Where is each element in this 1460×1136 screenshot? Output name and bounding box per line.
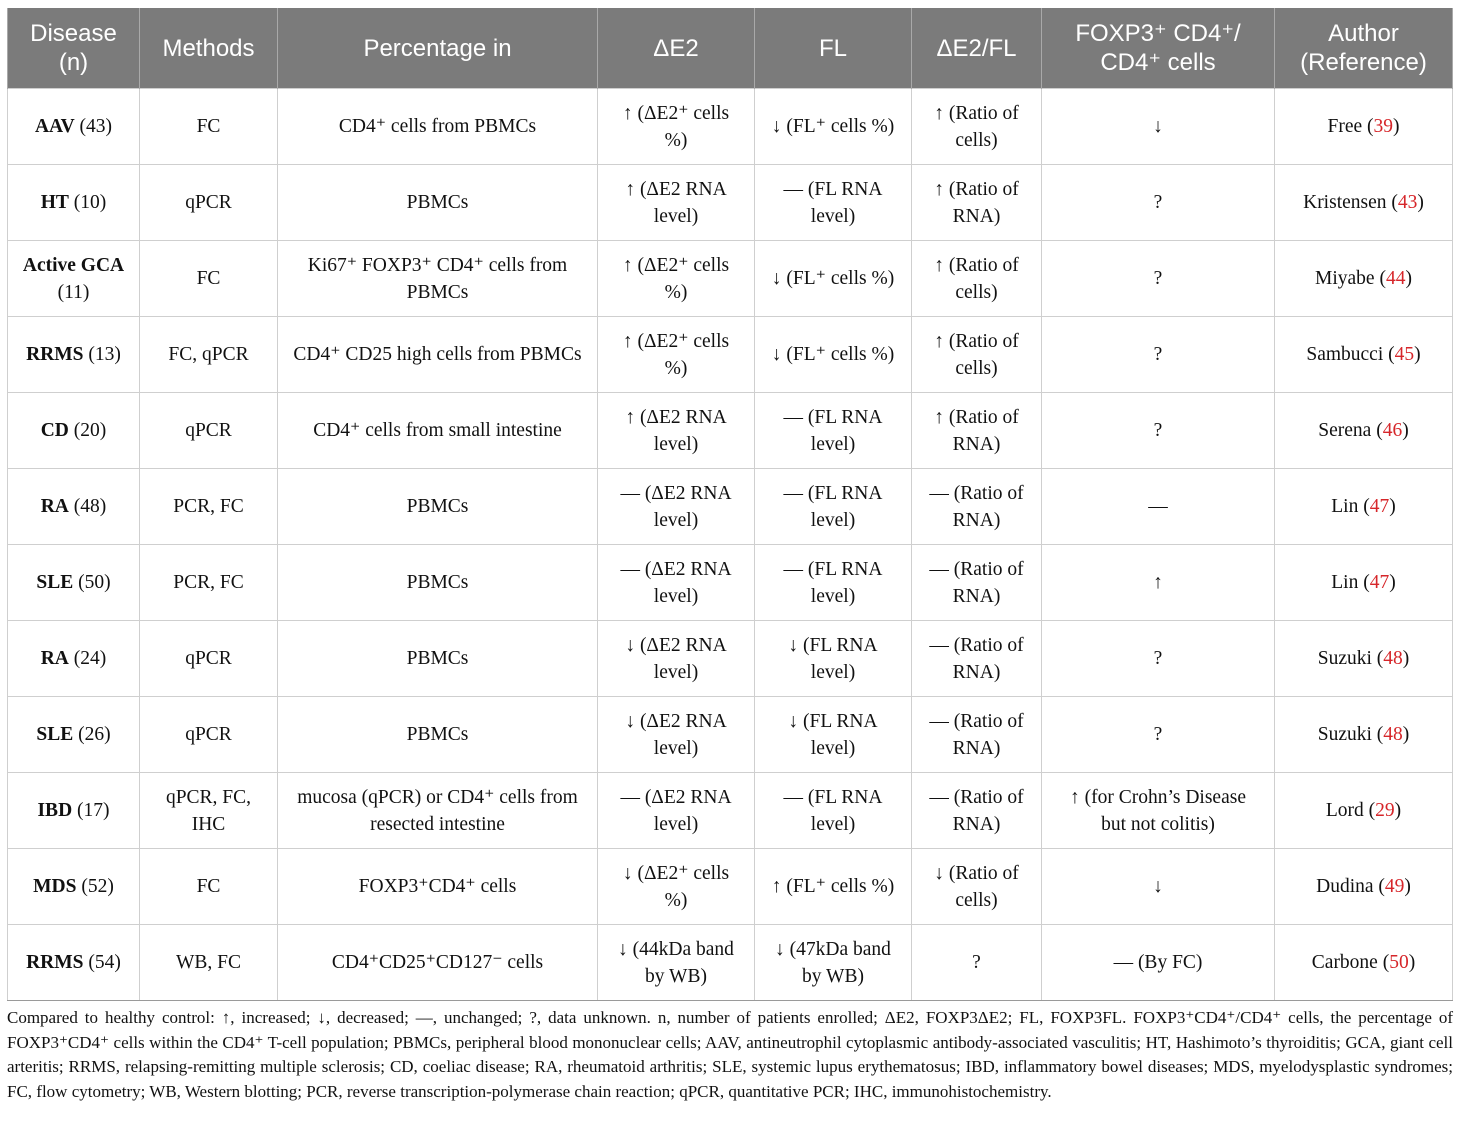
disease-name: Active GCA	[22, 254, 125, 276]
cell-de2: ↑ (ΔE2⁺ cells %)	[598, 89, 755, 165]
header-row	[8, 8, 1453, 89]
cell-foxp3: —	[1042, 469, 1275, 545]
patient-count: (20)	[73, 420, 107, 441]
cell-disease	[8, 849, 140, 925]
cell-disease	[8, 773, 140, 849]
cell-de2: ↓ (ΔE2 RNA level)	[598, 621, 755, 697]
cell-percentage: PBMCs	[278, 165, 598, 241]
cell-ratio: ↑ (Ratio of cells)	[912, 89, 1042, 165]
table-row	[8, 545, 1453, 621]
cell-ratio: — (Ratio of RNA)	[912, 697, 1042, 773]
cell-de2: ↑ (ΔE2⁺ cells %)	[598, 241, 755, 317]
cell-fl: ↓ (FL RNA level)	[755, 697, 912, 773]
cell-de2: — (ΔE2 RNA level)	[598, 469, 755, 545]
cell-de2: ↑ (ΔE2 RNA level)	[598, 165, 755, 241]
table-footnote: Compared to healthy control: ↑, increased; ↓, decreased; —, unchanged; ?, data unknown. n, number of patients enrolled; ΔE2, FOXP3ΔE2; FL, FOXP3FL. FOXP3⁺CD4⁺/CD4⁺ cells, the percentage of FOXP3⁺CD4⁺ cells within the CD4⁺ T-cell population; PBMCs, peripheral blood mononuclear cells; AAV, antineutrophil cytoplasmic antibody-associated vasculitis; HT, Hashimoto’s thyroiditis; GCA, giant cell arteritis; RRMS, relapsing-remitting multiple sclerosis; CD, coeliac disease; RA, rheumatoid arthritis; SLE, systemic lupus erythematosus; IBD, inflammatory bowel diseases; MDS, myelodysplastic syndromes; FC, flow cytometry; WB, Western blotting; PCR, reverse transcription-polymerase chain reaction; qPCR, quantitative PCR; IHC, immunohistochemistry.	[7, 1008, 1453, 1101]
reference-link[interactable]: 48	[1383, 648, 1403, 669]
cell-ratio: — (Ratio of RNA)	[912, 621, 1042, 697]
cell-ratio: ↓ (Ratio of cells)	[912, 849, 1042, 925]
header-percentage: Percentage in	[278, 8, 598, 89]
results-table	[7, 8, 1453, 1001]
reference-link[interactable]: 50	[1389, 952, 1409, 973]
cell-methods: PCR, FC	[140, 545, 278, 621]
cell-disease	[8, 317, 140, 393]
table-row	[8, 89, 1453, 165]
cell-fl: ↓ (FL⁺ cells %)	[755, 89, 912, 165]
cell-fl: ↓ (FL⁺ cells %)	[755, 317, 912, 393]
cell-foxp3: ↑	[1042, 545, 1275, 621]
cell-percentage: PBMCs	[278, 697, 598, 773]
cell-methods: qPCR	[140, 697, 278, 773]
cell-percentage: mucosa (qPCR) or CD4⁺ cells from resected intestine	[278, 773, 598, 849]
cell-fl: — (FL RNA level)	[755, 165, 912, 241]
cell-author: Carbone (50)	[1275, 925, 1453, 1001]
cell-methods: PCR, FC	[140, 469, 278, 545]
patient-count: (10)	[73, 192, 107, 213]
table-container	[7, 8, 1452, 1001]
cell-fl: ↓ (FL RNA level)	[755, 621, 912, 697]
cell-percentage: PBMCs	[278, 469, 598, 545]
patient-count: (48)	[73, 496, 107, 517]
cell-de2: ↓ (ΔE2⁺ cells %)	[598, 849, 755, 925]
cell-ratio: — (Ratio of RNA)	[912, 545, 1042, 621]
header-de2: ΔE2	[598, 8, 755, 89]
patient-count: (54)	[88, 952, 121, 973]
cell-ratio: ↑ (Ratio of RNA)	[912, 393, 1042, 469]
author-name: Dudina	[1316, 876, 1374, 897]
cell-disease	[8, 469, 140, 545]
disease-name: MDS	[33, 876, 77, 897]
cell-foxp3: ?	[1042, 165, 1275, 241]
cell-percentage: FOXP3⁺CD4⁺ cells	[278, 849, 598, 925]
cell-methods: FC, qPCR	[140, 317, 278, 393]
header-fl: FL	[755, 8, 912, 89]
patient-count: (50)	[78, 572, 111, 593]
reference-link[interactable]: 49	[1384, 876, 1405, 897]
cell-ratio: ↑ (Ratio of cells)	[912, 241, 1042, 317]
table-row	[8, 165, 1453, 241]
cell-ratio: ↑ (Ratio of RNA)	[912, 165, 1042, 241]
cell-de2: ↑ (ΔE2 RNA level)	[598, 393, 755, 469]
cell-author: Suzuki (48)	[1275, 697, 1453, 773]
disease-name: RA	[40, 496, 69, 517]
disease-name: IBD	[37, 800, 73, 821]
cell-methods: qPCR	[140, 621, 278, 697]
cell-author: Lin (47)	[1275, 469, 1453, 545]
cell-foxp3: ?	[1042, 621, 1275, 697]
cell-disease	[8, 241, 140, 317]
cell-percentage: PBMCs	[278, 545, 598, 621]
disease-name: RA	[40, 648, 69, 669]
author-name: Free	[1327, 116, 1363, 137]
reference-link[interactable]: 48	[1383, 724, 1403, 745]
author-name: Kristensen	[1303, 192, 1387, 213]
cell-author: Lord (29)	[1275, 773, 1453, 849]
disease-name: RRMS	[26, 344, 84, 365]
table-row	[8, 925, 1453, 1001]
patient-count: (26)	[78, 724, 111, 745]
cell-ratio: ↑ (Ratio of cells)	[912, 317, 1042, 393]
cell-percentage: Ki67⁺ FOXP3⁺ CD4⁺ cells from PBMCs	[278, 241, 598, 317]
patient-count: (13)	[88, 344, 121, 365]
table-row	[8, 697, 1453, 773]
patient-count: (24)	[73, 648, 107, 669]
disease-name: RRMS	[26, 952, 84, 973]
disease-name: AAV	[34, 116, 75, 137]
header-author: Author (Reference)	[1275, 8, 1453, 89]
cell-fl: — (FL RNA level)	[755, 545, 912, 621]
cell-percentage: PBMCs	[278, 621, 598, 697]
author-name: Lin	[1331, 572, 1359, 593]
cell-disease	[8, 165, 140, 241]
cell-percentage: CD4⁺ cells from small intestine	[278, 393, 598, 469]
table-row	[8, 773, 1453, 849]
table-row	[8, 241, 1453, 317]
table-body	[8, 89, 1453, 1001]
reference-link[interactable]: 47	[1369, 496, 1390, 517]
cell-disease	[8, 925, 140, 1001]
cell-de2: ↓ (44kDa band by WB)	[598, 925, 755, 1001]
cell-methods: WB, FC	[140, 925, 278, 1001]
cell-fl: ↓ (47kDa band by WB)	[755, 925, 912, 1001]
cell-author: Serena (46)	[1275, 393, 1453, 469]
author-name: Suzuki	[1317, 648, 1372, 669]
cell-foxp3: ?	[1042, 697, 1275, 773]
cell-author: Sambucci (45)	[1275, 317, 1453, 393]
table-row	[8, 393, 1453, 469]
cell-percentage: CD4⁺ CD25 high cells from PBMCs	[278, 317, 598, 393]
cell-methods: qPCR	[140, 165, 278, 241]
cell-disease	[8, 89, 140, 165]
cell-foxp3: ?	[1042, 241, 1275, 317]
cell-ratio: ?	[912, 925, 1042, 1001]
cell-ratio: — (Ratio of RNA)	[912, 773, 1042, 849]
disease-name: SLE	[36, 572, 74, 593]
reference-link[interactable]: 47	[1369, 572, 1390, 593]
reference-link[interactable]: 44	[1385, 268, 1406, 289]
disease-name: SLE	[36, 724, 74, 745]
cell-author: Kristensen (43)	[1275, 165, 1453, 241]
header-foxp3: FOXP3⁺ CD4⁺/ CD4⁺ cells	[1042, 8, 1275, 89]
author-name: Serena	[1318, 420, 1372, 441]
cell-methods: FC	[140, 89, 278, 165]
cell-fl: — (FL RNA level)	[755, 393, 912, 469]
header-disease: Disease (n)	[8, 8, 140, 89]
cell-fl: — (FL RNA level)	[755, 469, 912, 545]
patient-count: (43)	[79, 116, 113, 137]
table-row	[8, 317, 1453, 393]
reference-link[interactable]: 43	[1397, 192, 1418, 213]
cell-methods: FC	[140, 241, 278, 317]
cell-author: Suzuki (48)	[1275, 621, 1453, 697]
cell-foxp3: ?	[1042, 317, 1275, 393]
reference-link[interactable]: 29	[1375, 800, 1395, 821]
cell-disease	[8, 621, 140, 697]
author-name: Miyabe	[1315, 268, 1375, 289]
reference-link[interactable]: 46	[1382, 420, 1403, 441]
cell-disease	[8, 393, 140, 469]
header-ratio: ΔE2/FL	[912, 8, 1042, 89]
table-row	[8, 621, 1453, 697]
cell-fl: ↓ (FL⁺ cells %)	[755, 241, 912, 317]
cell-de2: ↑ (ΔE2⁺ cells %)	[598, 317, 755, 393]
cell-fl: ↑ (FL⁺ cells %)	[755, 849, 912, 925]
author-name: Lin	[1331, 496, 1359, 517]
patient-count: (17)	[77, 800, 110, 821]
disease-name: CD	[40, 420, 69, 441]
author-name: Lord	[1325, 800, 1364, 821]
cell-methods: FC	[140, 849, 278, 925]
cell-methods: qPCR, FC, IHC	[140, 773, 278, 849]
patient-count: (52)	[81, 876, 114, 897]
cell-foxp3: ↓	[1042, 849, 1275, 925]
cell-ratio: — (Ratio of RNA)	[912, 469, 1042, 545]
header-methods: Methods	[140, 8, 278, 89]
reference-link[interactable]: 39	[1373, 116, 1394, 137]
cell-de2: ↓ (ΔE2 RNA level)	[598, 697, 755, 773]
author-name: Suzuki	[1317, 724, 1372, 745]
author-name: Sambucci	[1306, 344, 1384, 365]
disease-name: HT	[40, 192, 69, 213]
cell-foxp3: ↓	[1042, 89, 1275, 165]
cell-methods: qPCR	[140, 393, 278, 469]
table-row	[8, 469, 1453, 545]
reference-link[interactable]: 45	[1394, 344, 1415, 365]
cell-percentage: CD4⁺ cells from PBMCs	[278, 89, 598, 165]
author-name: Carbone	[1311, 952, 1378, 973]
cell-disease	[8, 545, 140, 621]
table-row	[8, 849, 1453, 925]
cell-foxp3: ?	[1042, 393, 1275, 469]
cell-percentage: CD4⁺CD25⁺CD127⁻ cells	[278, 925, 598, 1001]
cell-de2: — (ΔE2 RNA level)	[598, 773, 755, 849]
cell-author: Lin (47)	[1275, 545, 1453, 621]
cell-foxp3: ↑ (for Crohn’s Disease but not colitis)	[1042, 773, 1275, 849]
cell-de2: — (ΔE2 RNA level)	[598, 545, 755, 621]
patient-count: (11)	[57, 281, 90, 303]
cell-author: Free (39)	[1275, 89, 1453, 165]
cell-author: Miyabe (44)	[1275, 241, 1453, 317]
cell-foxp3: — (By FC)	[1042, 925, 1275, 1001]
cell-fl: — (FL RNA level)	[755, 773, 912, 849]
cell-disease	[8, 697, 140, 773]
cell-author: Dudina (49)	[1275, 849, 1453, 925]
